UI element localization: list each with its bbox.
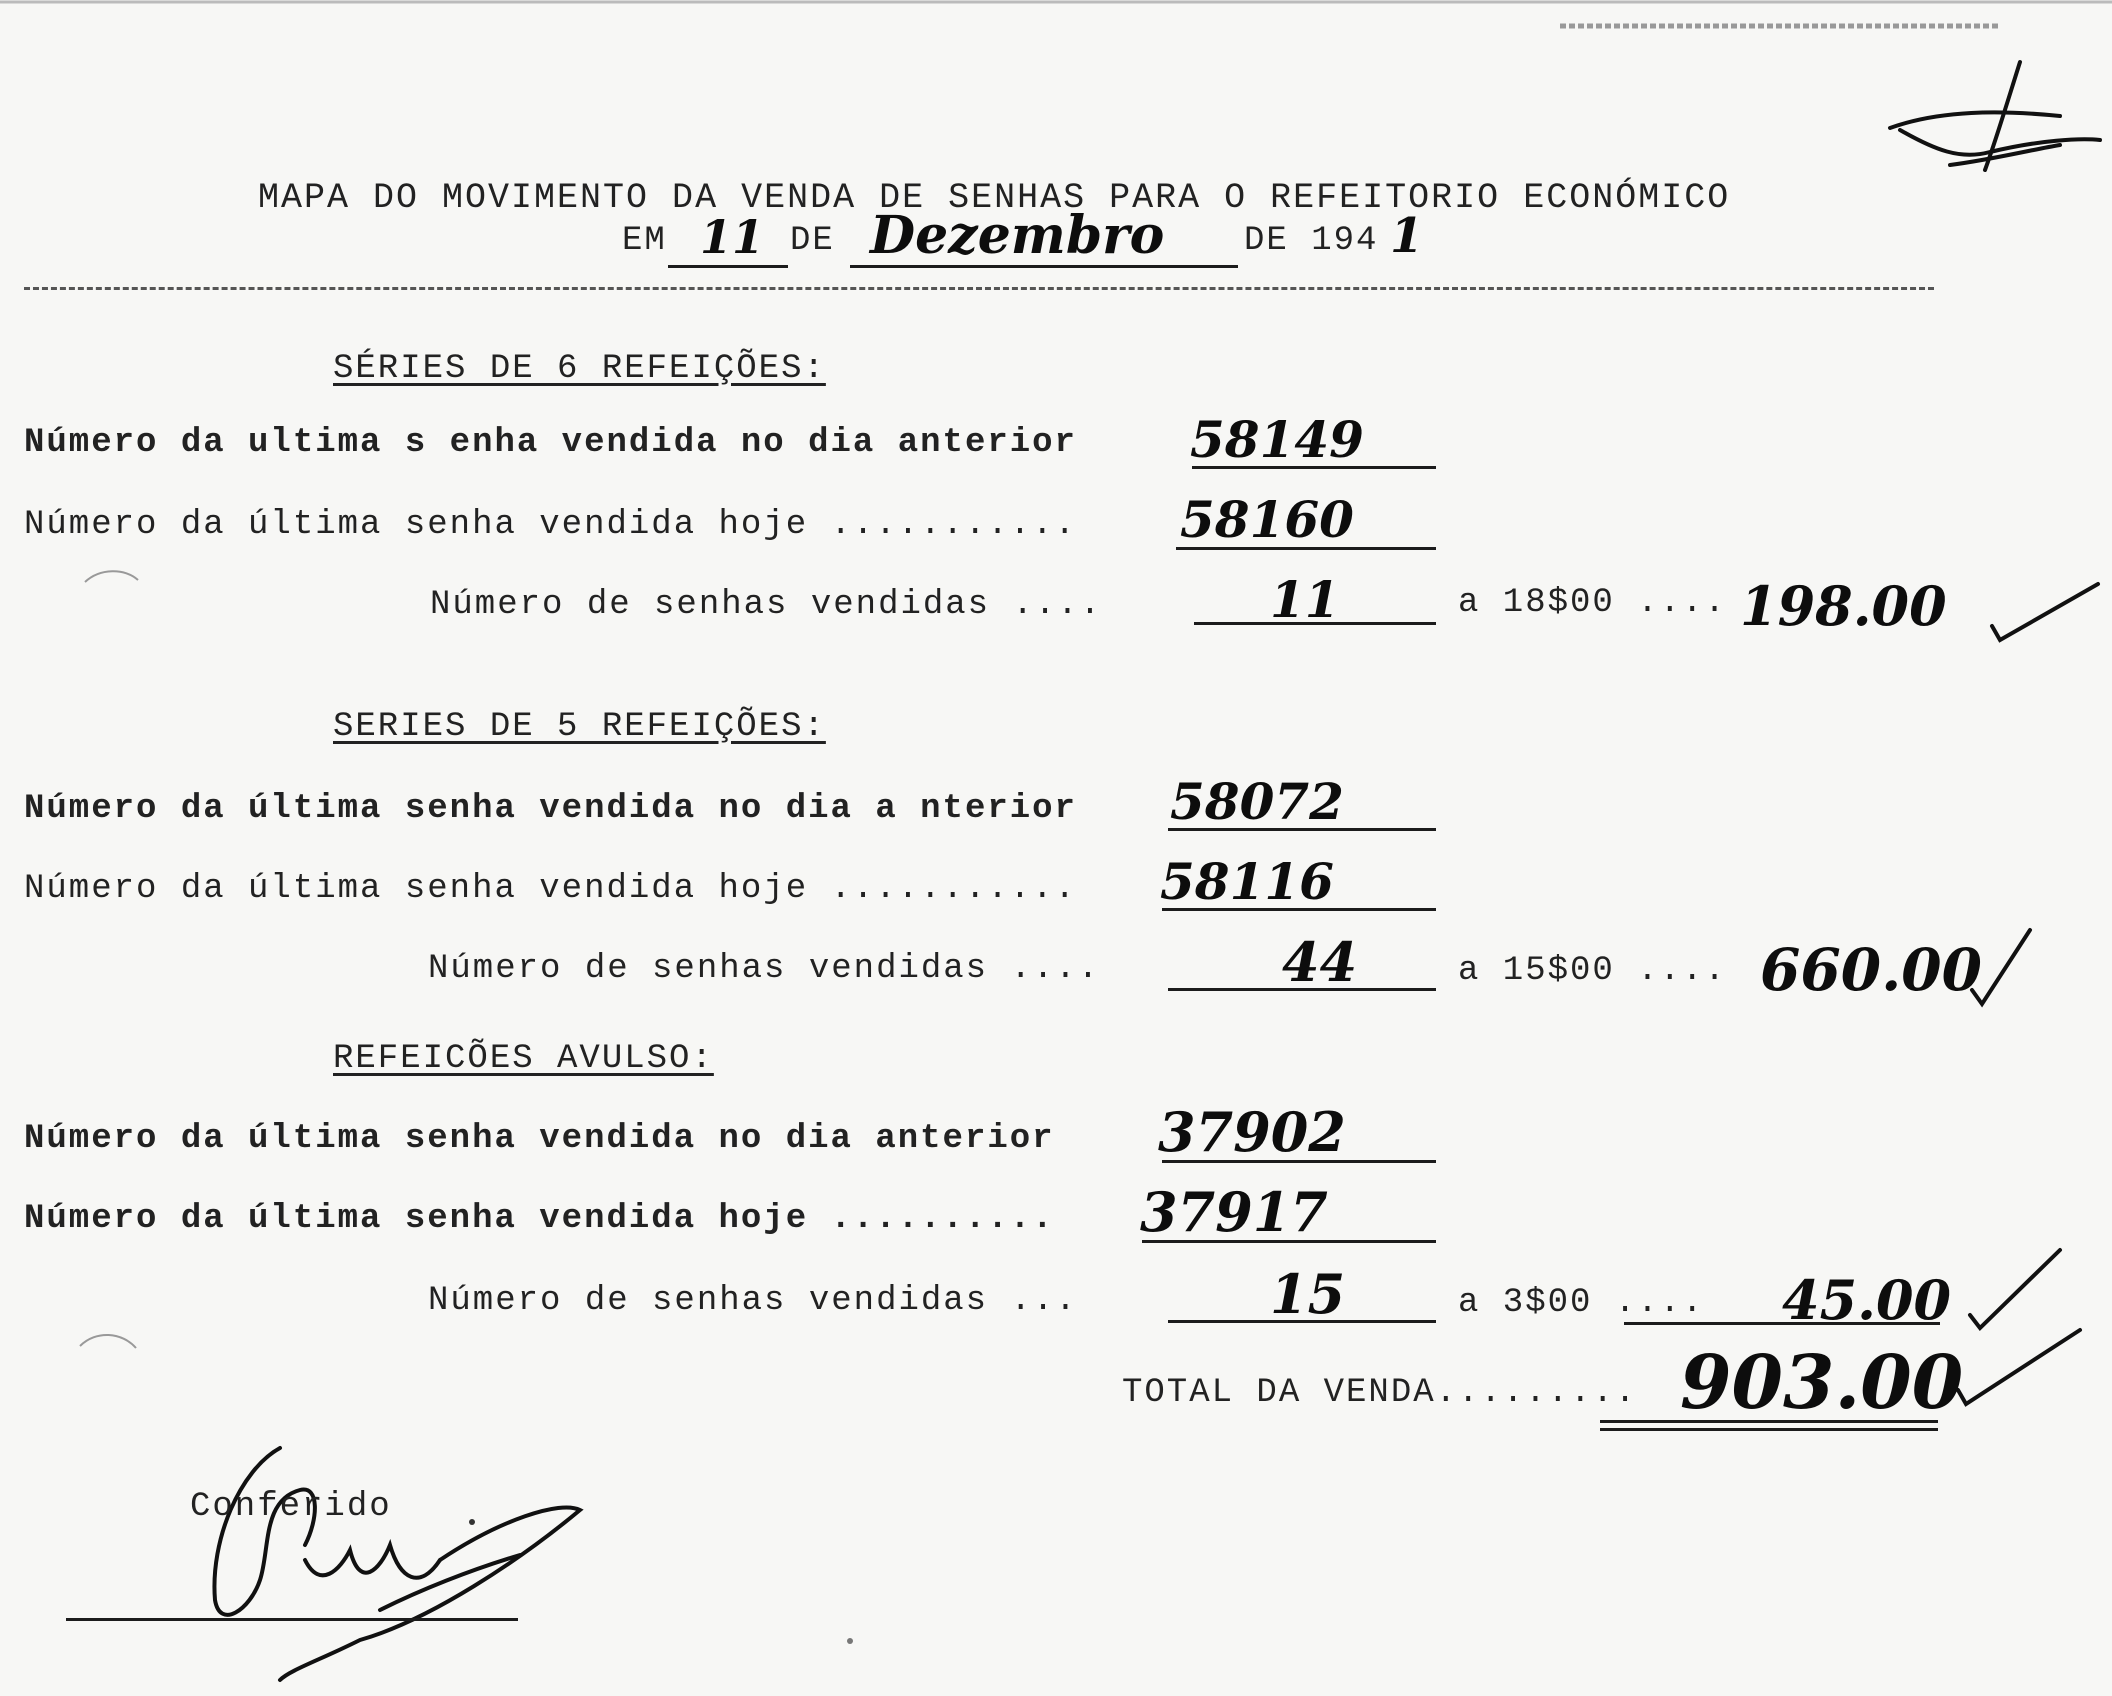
- section2-rate: a 15$00 ....: [1458, 952, 1727, 990]
- section3-today-value: 37917: [1140, 1180, 1328, 1244]
- section2-previous-value: 58072: [1170, 772, 1344, 831]
- separator-line: [24, 287, 1934, 290]
- section3-amount: 45.00: [1782, 1268, 1952, 1332]
- section1-rate: a 18$00 ....: [1458, 584, 1727, 622]
- total-amount: 903.00: [1680, 1340, 1964, 1426]
- section-heading-single-meals: REFEICÕES AVULSO:: [333, 1040, 714, 1078]
- conferido-label: Conferido: [190, 1488, 392, 1526]
- document-title: MAPA DO MOVIMENTO DA VENDA DE SENHAS PARA O REFEITORIO ECONÓMICO: [258, 178, 1731, 218]
- section1-amount: 198.00: [1740, 574, 1947, 638]
- section2-amount: 660.00: [1760, 936, 1982, 1004]
- date-year-label: DE 194: [1244, 222, 1379, 260]
- section-heading-5-meals: SERIES DE 5 REFEIÇÕES:: [333, 708, 826, 746]
- signature: [214, 1448, 580, 1680]
- section-heading-6-meals: SÉRIES DE 6 REFEIÇÕES:: [333, 350, 826, 388]
- section1-count-value: 11: [1270, 570, 1340, 629]
- section1-today-label: Número da última senha vendida hoje ...........: [24, 506, 1077, 544]
- section2-today-value: 58116: [1160, 852, 1334, 911]
- initials-mark: [1890, 62, 2100, 170]
- date-year-digit: 1: [1390, 208, 1424, 264]
- section2-today-label: Número da última senha vendida hoje ...........: [24, 870, 1077, 908]
- section3-previous-label: Número da última senha vendida no dia anterior: [24, 1120, 1055, 1158]
- section2-count-value: 44: [1282, 930, 1358, 994]
- section3-count-value: 15: [1270, 1262, 1346, 1326]
- section2-previous-label: Número da última senha vendida no dia a nterior: [24, 790, 1077, 828]
- date-day-line: [668, 265, 788, 268]
- section2-count-label: Número de senhas vendidas ....: [428, 950, 1101, 988]
- section1-previous-value: 58149: [1190, 410, 1364, 469]
- date-de: DE: [790, 222, 835, 260]
- total-line-2: [1600, 1428, 1938, 1431]
- section3-rate: a 3$00 ....: [1458, 1284, 1705, 1322]
- section3-today-label: Número da última senha vendida hoje ..........: [24, 1200, 1055, 1238]
- date-day: 11: [700, 210, 765, 264]
- section1-today-value: 58160: [1180, 490, 1354, 549]
- section1-count-label: Número de senhas vendidas ....: [430, 586, 1103, 624]
- section3-count-label: Número de senhas vendidas ...: [428, 1282, 1078, 1320]
- total-label: TOTAL DA VENDA.........: [1122, 1374, 1638, 1412]
- section3-previous-value: 37902: [1158, 1100, 1346, 1164]
- date-prefix: EM: [622, 222, 667, 260]
- signature-line: [66, 1618, 518, 1621]
- section1-previous-label: Número da ultima s enha vendida no dia anterior: [24, 424, 1077, 462]
- date-month: Dezembro: [870, 205, 1165, 266]
